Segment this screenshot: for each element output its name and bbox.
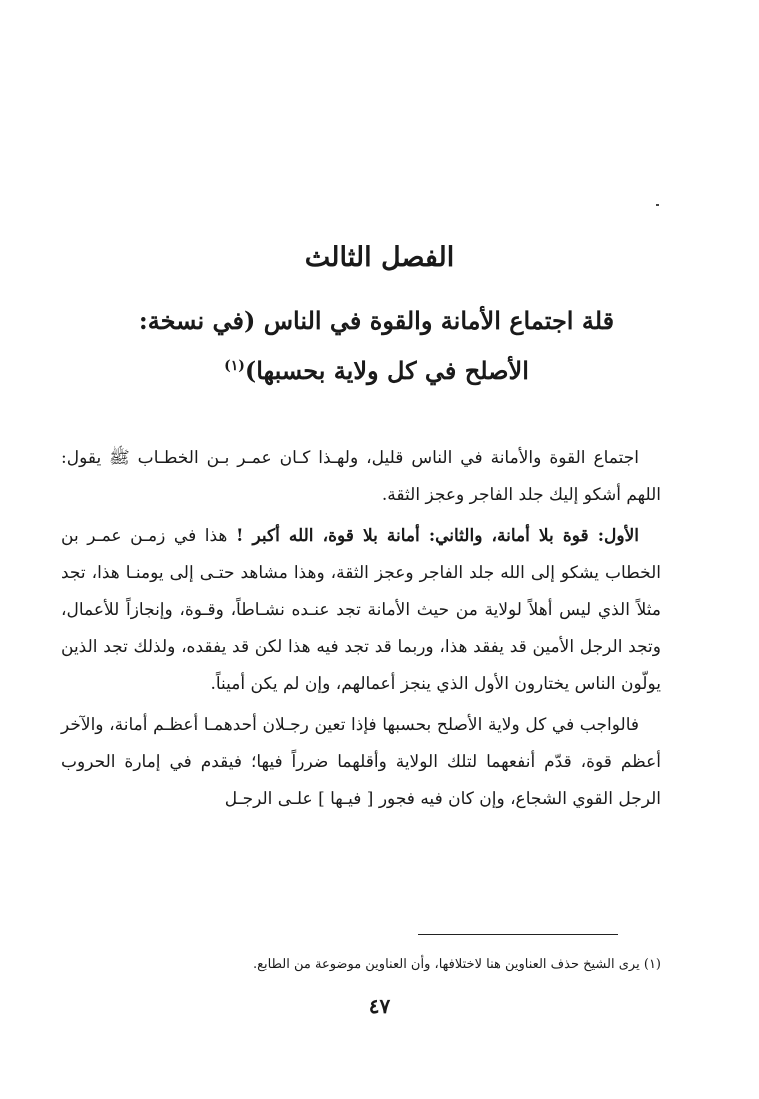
chapter-title-text: قلة اجتماع الأمانة والقوة في الناس (في نسخة: الأصلح في كل ولاية بحسبها) — [138, 306, 615, 385]
footnote-text: يرى الشيخ حذف العناوين هنا لاختلافها، وأن العناوين موضوعة من الطابع. — [253, 957, 640, 972]
scan-speck — [656, 204, 659, 206]
footnote-divider — [418, 934, 618, 935]
paragraph-2-text: هذا في زمـن عمـر بن الخطاب يشكو إلى الله جلد الفاجر وعجز الثقة، وهذا مشاهد حتـى إلى يومنـا هذا، تجد مثلاً الذي ليس أهلاً لولاية من حيث الأمانة تجد عنـده نشـاطاً، وقـوة، وإنجازاً للأعمال، وتجد الرجل الأمين قد يفقد هذا، وربما قد تجد فيه هذا لكن قد يفقده، ولذلك تجد الذين يولّون الناس يختارون الأول الذي ينجز أعمالهم، وإن لم يكن أميناً. — [61, 526, 661, 694]
page-number: ٤٧ — [368, 994, 391, 1018]
chapter-label: الفصل الثالث — [304, 242, 455, 273]
footnote — [61, 955, 661, 975]
paragraph-3-text: فالواجب في كل ولاية الأصلح بحسبها فإذا تعين رجـلان أحدهمـا أعظـم أمانة، والآخر أعظم قوة، قدّم أنفعهما لتلك الولاية وأقلهما ضرراً فيها؛ فيقدم في إمارة الحروب الرجل القوي الشجاع، وإن كان فيه فجور [ فيـها ] علـى الرجـل — [61, 715, 661, 809]
paragraph-2-lead: الأول: قوة بلا أمانة، والثاني: أمانة بلا قوة، الله أكبر ! — [235, 526, 639, 546]
chapter-title — [109, 296, 644, 396]
paragraph-1-text: اجتماع القوة والأمانة في الناس قليل، ولهـذا كـان عمـر بـن الخطـاب ﷺ يقول: اللهم أشكو إليك جلد الفاجر وعجز الثقة. — [61, 448, 661, 505]
paragraph-3 — [61, 707, 661, 818]
footnote-reference[interactable]: (١) — [224, 358, 245, 374]
footnote-number: (١) — [643, 957, 661, 972]
body-text — [61, 440, 661, 822]
paragraph-1 — [61, 440, 661, 514]
paragraph-2 — [61, 518, 661, 703]
